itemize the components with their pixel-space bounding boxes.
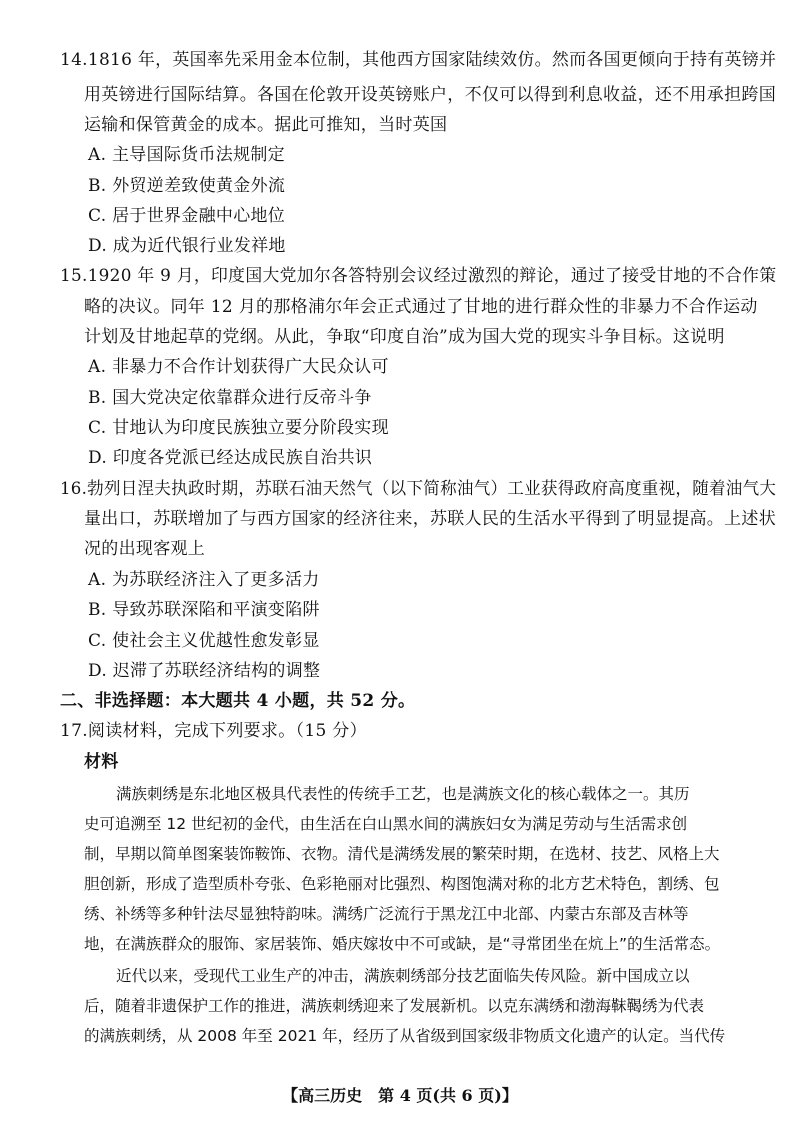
q16-stem-line-2: 量出口，苏联增加了与西方国家的经济往来，苏联人民的生活水平得到了明显提高。上述状 — [84, 509, 776, 529]
material-line-4: 胆创新，形成了造型质朴夸张、色彩艳丽对比强烈、构图饱满对称的北方艺术特色，割绣、包 — [84, 875, 720, 893]
q14-stem-line-2: 用英镑进行国际结算。各国在伦敦开设英镑账户，不仅可以得到利息收益，还不用承担跨国 — [84, 85, 776, 105]
material-line-9: 的满族刺绣，从 2008 年至 2021 年，经历了从省级到国家级非物质文化遗产的认定。当代传 — [84, 1027, 726, 1045]
page-footer: 【高三历史 第 4 页(共 6 页)】 — [282, 1086, 518, 1105]
material-line-2: 史可追溯至 12 世纪初的金代，由生活在白山黑水间的满族妇女为满足劳动与生活需求创 — [84, 815, 688, 833]
material-line-6: 地，在满族群众的服饰、家居装饰、婚庆嫁妆中不可或缺，是“寻常团坐在炕上”的生活常态。 — [84, 935, 721, 953]
q14-option-d: D. 成为近代银行业发祥地 — [88, 236, 286, 256]
q15-option-a: A. 非暴力不合作计划获得广大民众认可 — [88, 357, 389, 377]
section-heading: 二、非选择题：本大题共 4 小题，共 52 分。 — [60, 691, 416, 711]
q15-stem-line-1: 15.1920 年 9 月，印度国大党加尔各答特别会议经过激烈的辩论，通过了接受甘地的不合作策 — [60, 266, 777, 286]
q14-stem-line-1: 14.1816 年，英国率先采用金本位制，其他西方国家陆续效仿。然而各国更倾向于持有英镑并 — [60, 50, 777, 70]
q14-option-b: B. 外贸逆差致使黄金外流 — [88, 176, 286, 196]
q14-stem-line-3: 运输和保管黄金的成本。据此可推知，当时英国 — [84, 115, 448, 135]
q16-stem-line-3: 况的出现客观上 — [84, 539, 206, 559]
q14-option-a: A. 主导国际货币法规制定 — [88, 145, 285, 165]
material-line-7: 近代以来，受现代工业生产的冲击，满族刺绣部分技艺面临失传风险。新中国成立以 — [116, 967, 690, 985]
q16-option-b: B. 导致苏联深陷和平演变陷阱 — [88, 600, 320, 620]
material-line-5: 绣、补绣等多种针法尽显独特韵味。满绣广泛流行于黑龙江中北部、内蒙古东部及吉林等 — [84, 905, 689, 923]
q15-option-c: C. 甘地认为印度民族独立要分阶段实现 — [88, 418, 389, 438]
q16-stem-line-1: 16.勃列日涅夫执政时期，苏联石油天然气（以下简称油气）工业获得政府高度重视，随着油气大 — [60, 479, 777, 499]
material-label: 材料 — [84, 752, 119, 772]
q16-option-d: D. 迟滞了苏联经济结构的调整 — [88, 661, 321, 681]
q15-stem-line-2: 略的决议。同年 12 月的那格浦尔年会正式通过了甘地的进行群众性的非暴力不合作运动 — [84, 297, 758, 317]
material-line-8: 后，随着非遗保护工作的推进，满族刺绣迎来了发展新机。以克东满绣和渤海靺鞨绣为代表 — [84, 997, 705, 1015]
q15-option-d: D. 印度各党派已经达成民族自治共识 — [88, 448, 373, 468]
q15-option-b: B. 国大党决定依靠群众进行反帝斗争 — [88, 388, 372, 408]
q16-option-c: C. 使社会主义优越性愈发彰显 — [88, 631, 320, 651]
q15-stem-line-3: 计划及甘地起草的党纲。从此，争取“印度自治”成为国大党的现实斗争目标。这说明 — [84, 327, 725, 347]
material-line-3: 制，早期以简单图案装饰鞍饰、衣物。清代是满绣发展的繁荣时期，在选材、技艺、风格上大 — [84, 845, 720, 863]
material-line-1: 满族刺绣是东北地区极具代表性的传统手工艺，也是满族文化的核心载体之一。其历 — [116, 785, 690, 803]
q16-option-a: A. 为苏联经济注入了更多活力 — [88, 570, 320, 590]
q17-stem: 17.阅读材料，完成下列要求。（15 分） — [60, 721, 367, 741]
q14-option-c: C. 居于世界金融中心地位 — [88, 206, 286, 226]
